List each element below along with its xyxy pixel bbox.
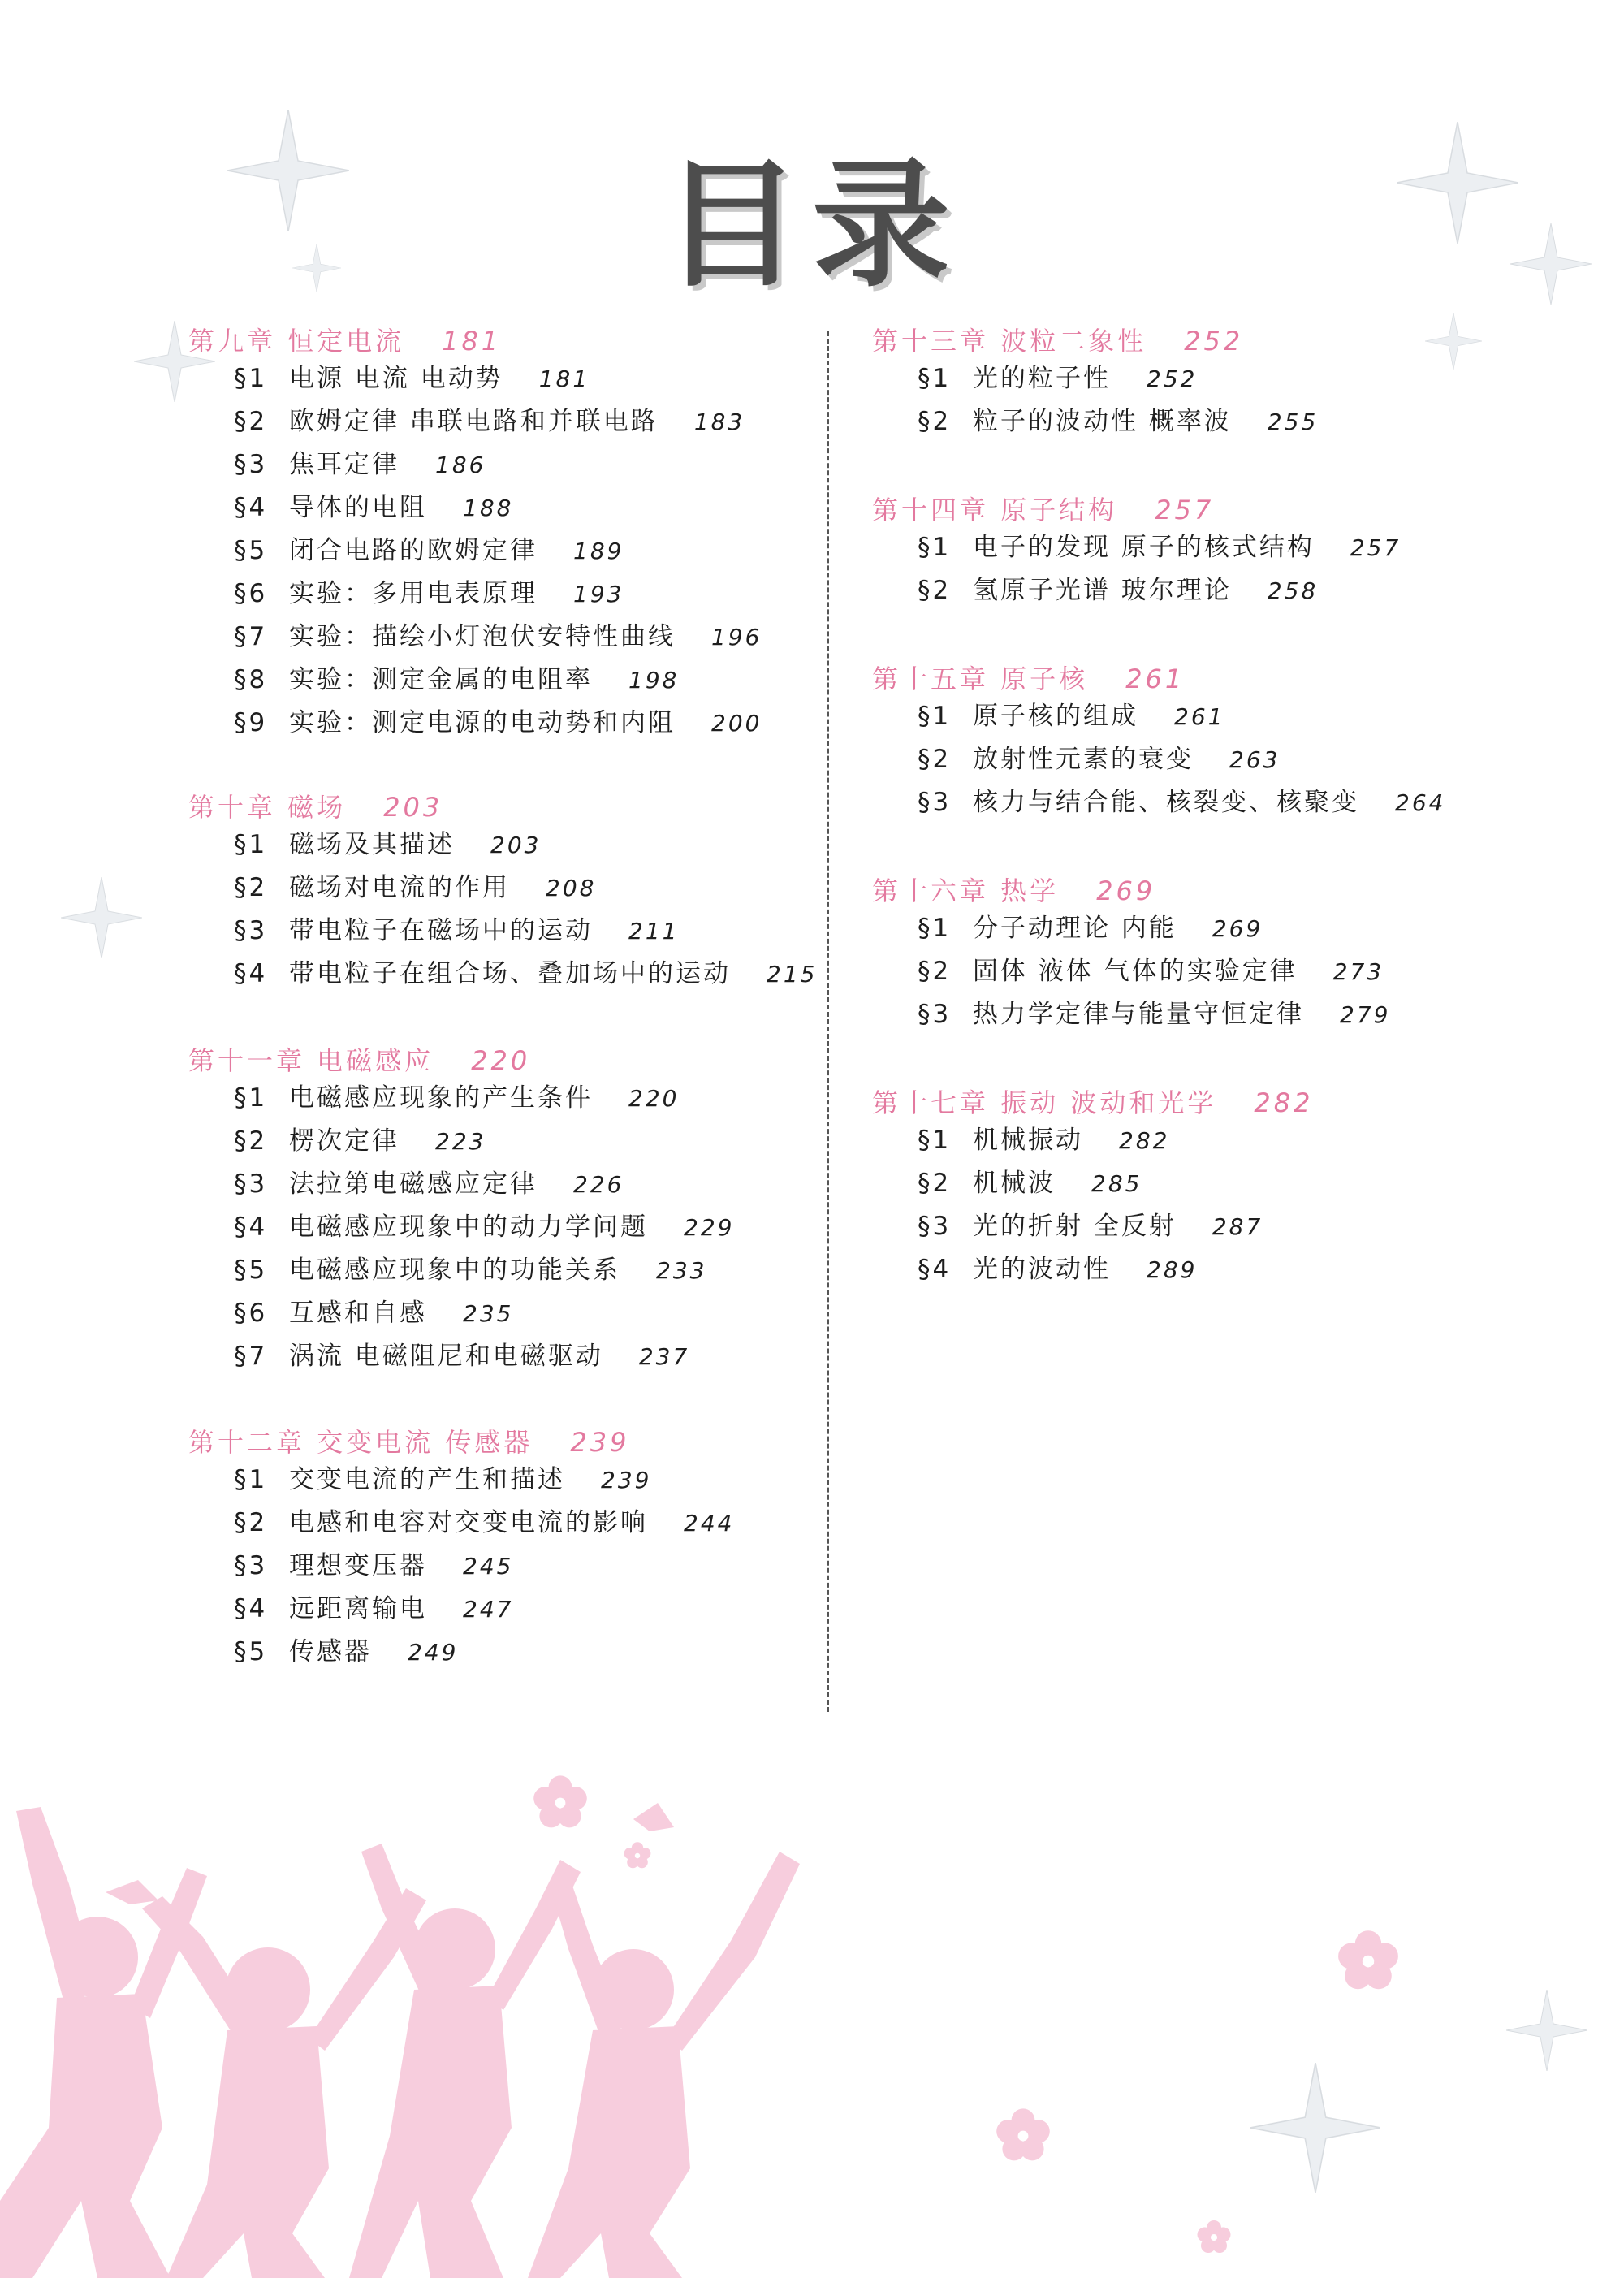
toc-entry[interactable] bbox=[234, 1077, 734, 1120]
section-page: 186 bbox=[435, 452, 486, 478]
chapter-page: 252 bbox=[1184, 326, 1244, 357]
toc-entry[interactable] bbox=[234, 867, 817, 910]
section-title: 磁场及其描述 bbox=[289, 830, 455, 859]
section-title: 导体的电阻 bbox=[289, 493, 427, 522]
section-number: §2 bbox=[234, 407, 268, 436]
section-title: 放射性元素的衰变 bbox=[973, 745, 1194, 774]
section-number: §3 bbox=[234, 1551, 268, 1580]
chapter-11 bbox=[188, 1044, 734, 1378]
chapter-heading[interactable] bbox=[872, 663, 1445, 695]
section-number: §4 bbox=[918, 1255, 952, 1284]
toc-entry[interactable] bbox=[234, 702, 762, 745]
toc-entry[interactable] bbox=[918, 695, 1445, 738]
chapter-page: 282 bbox=[1254, 1087, 1314, 1118]
chapter-heading[interactable] bbox=[188, 1044, 734, 1077]
section-title: 粒子的波动性 概率波 bbox=[973, 407, 1232, 436]
section-page: 208 bbox=[546, 875, 597, 901]
toc-entry[interactable] bbox=[918, 357, 1318, 400]
section-page: 273 bbox=[1332, 958, 1384, 985]
section-page: 258 bbox=[1267, 577, 1319, 604]
section-page: 249 bbox=[408, 1639, 459, 1666]
section-page: 196 bbox=[711, 624, 762, 651]
sparkle-decoration-bottom-right bbox=[1250, 2063, 1380, 2193]
section-title: 机械振动 bbox=[973, 1126, 1083, 1155]
section-title: 传感器 bbox=[289, 1637, 372, 1666]
section-number: §9 bbox=[234, 708, 268, 737]
section-title: 电子的发现 原子的核式结构 bbox=[973, 533, 1315, 562]
toc-entry[interactable] bbox=[234, 1120, 734, 1163]
section-title: 带电粒子在组合场、叠加场中的运动 bbox=[289, 959, 731, 988]
chapter-9 bbox=[188, 325, 762, 745]
toc-entry[interactable] bbox=[234, 616, 762, 659]
chapter-16 bbox=[872, 875, 1390, 1036]
toc-entry[interactable] bbox=[234, 1206, 734, 1249]
section-number: §2 bbox=[918, 1169, 952, 1198]
chapter-page: 257 bbox=[1155, 495, 1215, 525]
section-page: 237 bbox=[638, 1343, 690, 1370]
section-number: §3 bbox=[234, 450, 268, 479]
section-page: 211 bbox=[628, 918, 680, 944]
chapter-heading[interactable] bbox=[188, 325, 762, 357]
section-number: §5 bbox=[234, 1256, 268, 1285]
section-number: §4 bbox=[234, 959, 268, 988]
section-page: 264 bbox=[1395, 789, 1446, 816]
toc-entry[interactable] bbox=[918, 950, 1390, 993]
section-page: 183 bbox=[693, 408, 745, 435]
section-title: 光的粒子性 bbox=[973, 364, 1111, 393]
chapter-title: 第十四章 原子结构 bbox=[872, 495, 1118, 525]
chapter-page: 181 bbox=[442, 326, 502, 357]
sparkle-decoration-right bbox=[1425, 313, 1482, 370]
chapter-page: 203 bbox=[383, 792, 443, 823]
toc-entry[interactable] bbox=[918, 1205, 1313, 1248]
chapter-page: 220 bbox=[471, 1045, 531, 1076]
toc-entry[interactable] bbox=[918, 993, 1390, 1036]
toc-entry[interactable] bbox=[234, 443, 762, 486]
section-title: 实验：多用电表原理 bbox=[289, 579, 538, 608]
section-title: 理想变压器 bbox=[289, 1551, 427, 1580]
chapter-heading[interactable] bbox=[188, 1426, 734, 1459]
section-title: 交变电流的产生和描述 bbox=[289, 1465, 565, 1494]
toc-entry[interactable] bbox=[234, 823, 817, 867]
toc-entry[interactable] bbox=[234, 1631, 734, 1674]
section-number: §3 bbox=[918, 1000, 952, 1029]
section-title: 闭合电路的欧姆定律 bbox=[289, 536, 538, 565]
section-number: §2 bbox=[234, 1508, 268, 1537]
section-title: 光的波动性 bbox=[973, 1255, 1111, 1284]
section-number: §3 bbox=[918, 1212, 952, 1241]
toc-entry[interactable] bbox=[234, 530, 762, 573]
chapter-17 bbox=[872, 1087, 1313, 1291]
chapter-title: 第十六章 热学 bbox=[872, 875, 1060, 906]
section-title: 氢原子光谱 玻尔理论 bbox=[973, 576, 1232, 605]
section-number: §2 bbox=[918, 957, 952, 986]
section-number: §1 bbox=[918, 1126, 952, 1155]
section-title: 电磁感应现象中的功能关系 bbox=[289, 1256, 620, 1285]
toc-entry[interactable] bbox=[918, 1248, 1313, 1291]
chapter-15 bbox=[872, 663, 1445, 824]
section-title: 涡流 电磁阻尼和电磁驱动 bbox=[289, 1342, 603, 1371]
chapter-heading[interactable] bbox=[872, 325, 1318, 357]
toc-entry[interactable] bbox=[234, 659, 762, 702]
section-page: 226 bbox=[573, 1171, 624, 1198]
section-number: §3 bbox=[918, 788, 952, 817]
section-page: 285 bbox=[1091, 1170, 1142, 1197]
section-number: §2 bbox=[918, 745, 952, 774]
section-title: 互感和自感 bbox=[289, 1299, 427, 1328]
chapter-heading[interactable] bbox=[188, 791, 817, 823]
chapter-title: 第十章 磁场 bbox=[188, 792, 347, 823]
section-number: §1 bbox=[234, 830, 268, 859]
chapter-title: 第十二章 交变电流 传感器 bbox=[188, 1427, 533, 1458]
section-title: 磁场对电流的作用 bbox=[289, 873, 510, 902]
chapter-12 bbox=[188, 1426, 734, 1674]
toc-entry[interactable] bbox=[918, 1119, 1313, 1162]
section-page: 188 bbox=[463, 495, 514, 521]
section-page: 287 bbox=[1212, 1213, 1263, 1240]
section-title: 机械波 bbox=[973, 1169, 1056, 1198]
section-page: 255 bbox=[1267, 408, 1319, 435]
section-title: 电磁感应现象中的动力学问题 bbox=[289, 1212, 648, 1242]
section-page: 233 bbox=[656, 1257, 707, 1284]
toc-entry[interactable] bbox=[234, 400, 762, 443]
toc-entry[interactable] bbox=[234, 1545, 734, 1588]
section-number: §4 bbox=[234, 1594, 268, 1623]
toc-entry[interactable] bbox=[234, 1588, 734, 1631]
section-title: 热力学定律与能量守恒定律 bbox=[973, 1000, 1304, 1029]
toc-entry[interactable] bbox=[234, 1459, 734, 1502]
section-page: 261 bbox=[1174, 703, 1225, 730]
flower-decoration bbox=[991, 2103, 1056, 2168]
section-page: 203 bbox=[490, 832, 542, 858]
section-page: 239 bbox=[601, 1467, 652, 1493]
section-page: 223 bbox=[435, 1128, 486, 1155]
section-page: 215 bbox=[767, 961, 818, 988]
section-page: 257 bbox=[1350, 534, 1402, 561]
toc-entry[interactable] bbox=[234, 1502, 734, 1545]
section-page: 279 bbox=[1340, 1001, 1391, 1028]
section-number: §1 bbox=[918, 533, 952, 562]
toc-entry[interactable] bbox=[918, 738, 1445, 781]
section-page: 252 bbox=[1147, 365, 1198, 392]
section-page: 220 bbox=[628, 1085, 680, 1112]
section-page: 198 bbox=[628, 667, 680, 694]
section-number: §1 bbox=[918, 914, 952, 943]
toc-entry[interactable] bbox=[234, 953, 817, 996]
toc-entry[interactable] bbox=[918, 526, 1401, 569]
section-page: 263 bbox=[1229, 746, 1281, 773]
section-number: §7 bbox=[234, 1342, 268, 1371]
section-page: 289 bbox=[1147, 1256, 1198, 1283]
section-title: 焦耳定律 bbox=[289, 450, 400, 479]
chapter-page: 239 bbox=[570, 1427, 630, 1458]
chapter-title: 第十三章 波粒二象性 bbox=[872, 326, 1147, 357]
section-number: §2 bbox=[234, 1126, 268, 1156]
chapter-page: 269 bbox=[1096, 875, 1156, 906]
section-title: 原子核的组成 bbox=[973, 702, 1138, 731]
section-number: §6 bbox=[234, 579, 268, 608]
section-page: 189 bbox=[573, 538, 624, 564]
section-title: 实验：描绘小灯泡伏安特性曲线 bbox=[289, 622, 676, 651]
toc-entry[interactable] bbox=[918, 569, 1401, 612]
toc-entry[interactable] bbox=[234, 1335, 734, 1378]
toc-entry[interactable] bbox=[234, 1292, 734, 1335]
section-title: 带电粒子在磁场中的运动 bbox=[289, 916, 593, 945]
toc-entry[interactable] bbox=[918, 1162, 1313, 1205]
chapter-page: 261 bbox=[1125, 664, 1186, 694]
section-page: 229 bbox=[684, 1214, 735, 1241]
section-title: 欧姆定律 串联电路和并联电路 bbox=[289, 407, 659, 436]
section-page: 200 bbox=[711, 710, 762, 737]
section-number: §5 bbox=[234, 1637, 268, 1666]
chapter-title: 第十一章 电磁感应 bbox=[188, 1045, 434, 1076]
section-page: 282 bbox=[1119, 1127, 1170, 1154]
chapter-13 bbox=[872, 325, 1318, 443]
section-title: 远距离输电 bbox=[289, 1594, 427, 1623]
section-title: 实验：测定电源的电动势和内阻 bbox=[289, 708, 676, 737]
chapter-heading[interactable] bbox=[872, 494, 1401, 526]
column-divider bbox=[827, 331, 829, 1712]
toc-entry[interactable] bbox=[918, 400, 1318, 443]
toc-entry[interactable] bbox=[234, 910, 817, 953]
section-number: §5 bbox=[234, 536, 268, 565]
section-number: §2 bbox=[234, 873, 268, 902]
section-number: §2 bbox=[918, 407, 952, 436]
sparkle-decoration-mid-left bbox=[61, 877, 142, 958]
section-number: §4 bbox=[234, 1212, 268, 1242]
flower-decoration bbox=[1194, 2217, 1234, 2258]
chapter-heading[interactable] bbox=[872, 875, 1390, 907]
section-title: 电源 电流 电动势 bbox=[289, 364, 503, 393]
section-title: 核力与结合能、核裂变、核聚变 bbox=[973, 788, 1359, 817]
section-number: §3 bbox=[234, 1169, 268, 1199]
chapter-title: 第十七章 振动 波动和光学 bbox=[872, 1087, 1217, 1118]
flower-decoration bbox=[1332, 1925, 1405, 1998]
section-page: 245 bbox=[463, 1553, 514, 1580]
section-number: §6 bbox=[234, 1299, 268, 1328]
section-title: 实验：测定金属的电阻率 bbox=[289, 665, 593, 694]
toc-entry[interactable] bbox=[234, 486, 762, 530]
section-title: 光的折射 全反射 bbox=[973, 1212, 1177, 1241]
toc-entry[interactable] bbox=[234, 357, 762, 400]
section-number: §1 bbox=[918, 702, 952, 731]
jumping-people-silhouette bbox=[0, 1746, 828, 2278]
section-page: 244 bbox=[684, 1510, 735, 1537]
toc-entry[interactable] bbox=[234, 1163, 734, 1206]
sparkle-decoration-bottom-right-small bbox=[1506, 1990, 1587, 2071]
toc-entry[interactable] bbox=[918, 907, 1390, 950]
toc-entry[interactable] bbox=[918, 781, 1445, 824]
section-number: §3 bbox=[234, 916, 268, 945]
section-title: 电磁感应现象的产生条件 bbox=[289, 1083, 593, 1113]
section-title: 分子动理论 内能 bbox=[973, 914, 1177, 943]
section-page: 181 bbox=[538, 365, 590, 392]
section-title: 楞次定律 bbox=[289, 1126, 400, 1156]
section-number: §7 bbox=[234, 622, 268, 651]
chapter-14 bbox=[872, 494, 1401, 612]
section-number: §2 bbox=[918, 576, 952, 605]
chapter-heading[interactable] bbox=[872, 1087, 1313, 1119]
section-number: §1 bbox=[234, 1083, 268, 1113]
section-title: 电感和电容对交变电流的影响 bbox=[289, 1508, 648, 1537]
section-number: §8 bbox=[234, 665, 268, 694]
section-title: 固体 液体 气体的实验定律 bbox=[973, 957, 1298, 986]
page-title: 目录 bbox=[662, 145, 961, 306]
toc-entry[interactable] bbox=[234, 573, 762, 616]
section-page: 235 bbox=[463, 1300, 514, 1327]
section-number: §4 bbox=[234, 493, 268, 522]
section-number: §1 bbox=[918, 364, 952, 393]
section-page: 269 bbox=[1212, 915, 1263, 942]
toc-entry[interactable] bbox=[234, 1249, 734, 1292]
section-page: 247 bbox=[463, 1596, 514, 1623]
chapter-title: 第十五章 原子核 bbox=[872, 664, 1089, 694]
section-number: §1 bbox=[234, 364, 268, 393]
section-page: 193 bbox=[573, 581, 624, 607]
chapter-title: 第九章 恒定电流 bbox=[188, 326, 405, 357]
section-title: 法拉第电磁感应定律 bbox=[289, 1169, 538, 1199]
chapter-10 bbox=[188, 791, 817, 996]
section-number: §1 bbox=[234, 1465, 268, 1494]
